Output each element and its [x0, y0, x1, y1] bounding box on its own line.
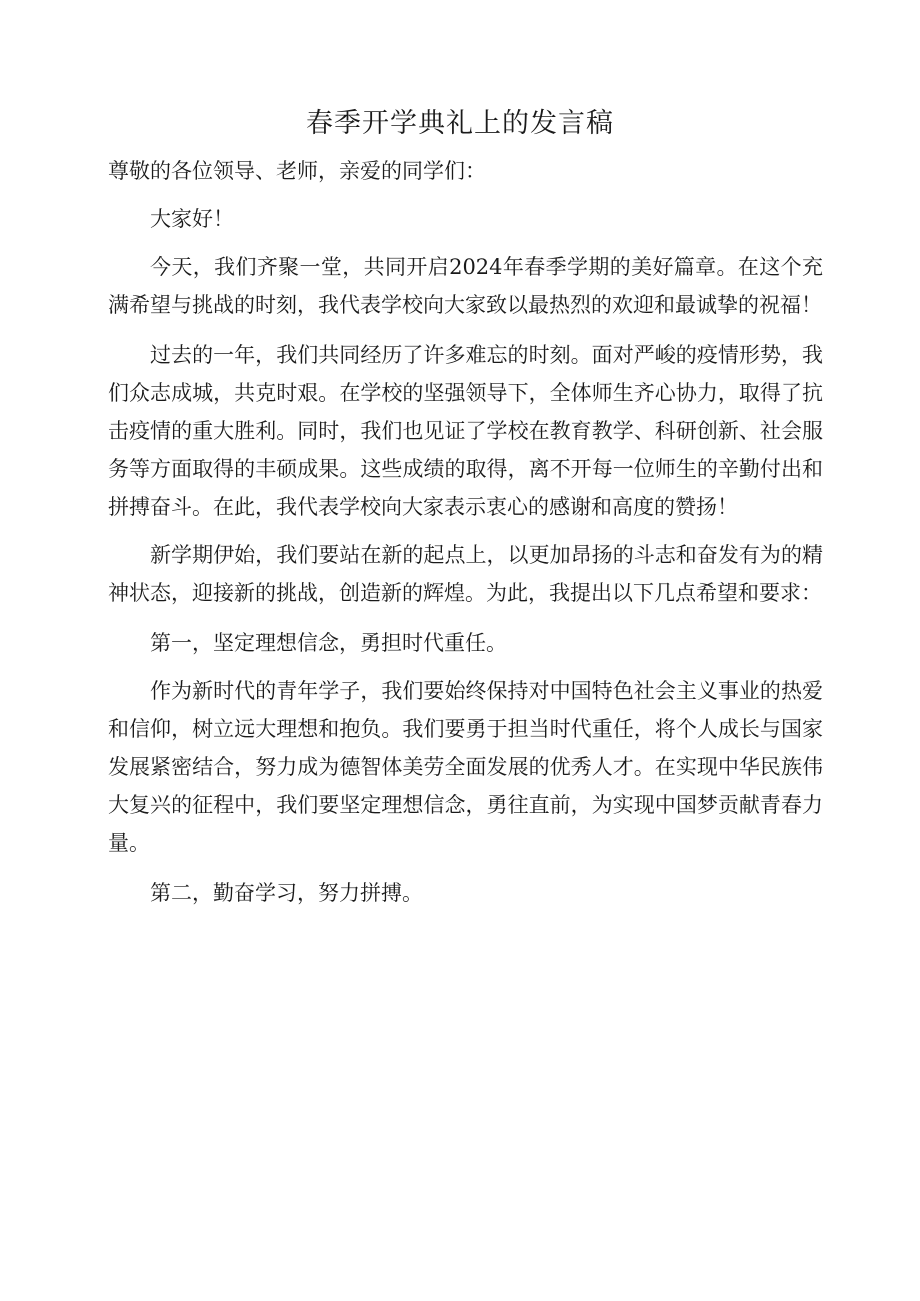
paragraph-point-two-heading: 第二，勤奋学习，努力拼搏。 — [150, 881, 423, 905]
paragraph-point-one-body: 作为新时代的青年学子，我们要始终保持对中国特色社会主义事业的热爱和信仰，树立远大理想和抱负。我们要勇于担当时代重任，将个人成长与国家发展紧密结合，努力成为德智体美劳全面发展的优秀人才。在实现中华民族伟大复兴的征程中，我们要坚定理想信念，勇往直前，为实现中国梦贡献青春力量。 — [108, 679, 823, 855]
paragraph-point-one-heading: 第一，坚定理想信念，勇担时代重任。 — [150, 631, 507, 655]
speech-body — [108, 152, 823, 912]
paragraph-review: 过去的一年，我们共同经历了许多难忘的时刻。面对严峻的疫情形势，我们众志成城，共克时艰。在学校的坚强领导下，全体师生齐心协力，取得了抗击疫情的重大胜利。同时，我们也见证了学校在教育教学、科研创新、社会服务等方面取得的丰硕成果。这些成绩的取得，离不开每一位师生的辛勤付出和拼搏奋斗。在此，我代表学校向大家表示衷心的感谢和高度的赞扬！ — [108, 343, 823, 519]
paragraph-opening: 今天，我们齐聚一堂，共同开启2024年春季学期的美好篇章。在这个充满希望与挑战的时刻，我代表学校向大家致以最热烈的欢迎和最诚挚的祝福！ — [108, 255, 823, 317]
paragraph-new-semester: 新学期伊始，我们要站在新的起点上，以更加昂扬的斗志和奋发有为的精神状态，迎接新的挑战，创造新的辉煌。为此，我提出以下几点希望和要求： — [108, 543, 823, 605]
salutation: 尊敬的各位领导、老师，亲爱的同学们： — [108, 159, 486, 183]
page-title: 春季开学典礼上的发言稿 — [306, 108, 614, 139]
paragraph-greeting: 大家好！ — [150, 207, 234, 231]
